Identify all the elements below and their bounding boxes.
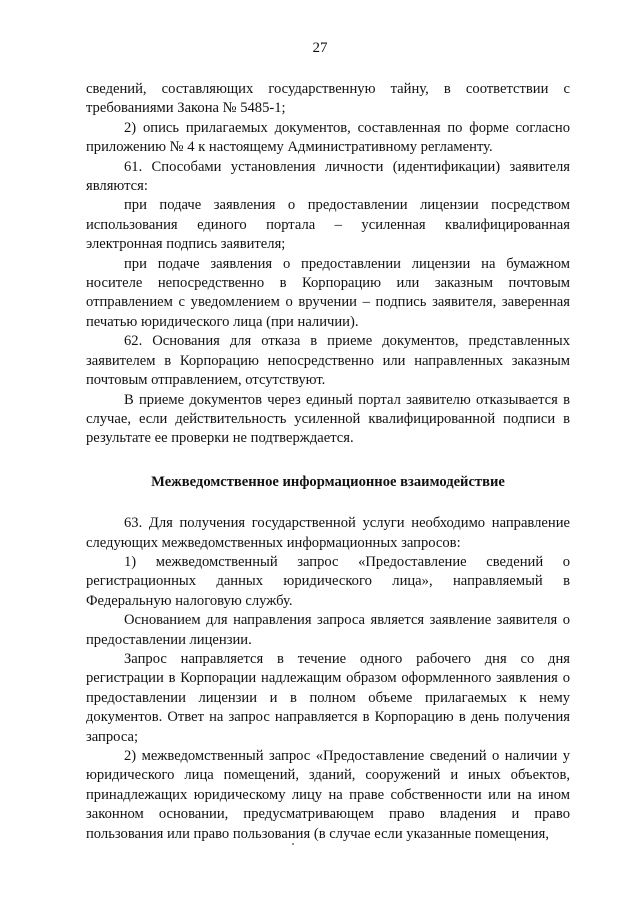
paragraph-63-request-1: 1) межведомственный запрос «Предоставление сведений о регистрационных данных юридического лица», направляемый в Федеральную налоговую службу. <box>86 553 570 609</box>
paragraph-item-2: 2) опись прилагаемых документов, составленная по форме согласно приложению № 4 к настоящему Административному регламенту. <box>86 119 570 156</box>
paragraph-63: 63. Для получения государственной услуги необходимо направление следующих межведомственных информационных запросов: <box>86 515 570 551</box>
paragraph-continuation: сведений, составляющих государственную тайну, в соответствии с требованиями Закона № 5485-1; <box>86 81 570 117</box>
paragraph-62: 62. Основания для отказа в приеме документов, представленных заявителем в Корпорацию непосредственно или направленных заказным почтовым отправлением, отсутствуют. <box>86 333 570 389</box>
paragraph-61-portal: при подаче заявления о предоставлении лицензии посредством использования единого портала – усиленная квалифицированная электронная подпись заявителя; <box>86 197 570 253</box>
paragraph-61: 61. Способами установления личности (идентификации) заявителя являются: <box>86 158 570 195</box>
paragraph-61-paper: при подаче заявления о предоставлении лицензии на бумажном носителе непосредственно в Корпорацию или заказным почтовым отправлением с уведомлением о вручении – подпись заявителя, заверенная печатью юридического лица (при наличии). <box>86 255 570 330</box>
paragraph-62-portal: В приеме документов через единый портал заявителю отказывается в случае, если действительность усиленной квалифицированной подписи в результате ее проверки не подтверждается. <box>86 391 570 447</box>
scan-speck <box>292 843 294 845</box>
section-heading: Межведомственное информационное взаимодействие <box>151 473 505 490</box>
paragraph-63-basis: Основанием для направления запроса является заявление заявителя о предоставлении лицензии. <box>86 612 570 648</box>
paragraph-63-timing: Запрос направляется в течение одного рабочего дня со дня регистрации в Корпорации надлежащим образом оформленного заявления о предоставлении лицензии и в полном объеме прилагаемых к нему документов. Ответ на запрос направляется в Корпорацию в день получения запроса; <box>86 650 570 745</box>
document-body <box>86 80 570 844</box>
page-number: 27 <box>312 40 328 56</box>
paragraph-63-request-2: 2) межведомственный запрос «Предоставление сведений о наличии у юридического лица помещений, зданий, сооружений и иных объектов, принадлежащих юридическому лицу на праве собственности или на ином законном основании, предусматривающем право владения и право пользования или право пользования (в случае если указанные помещения, <box>86 748 570 842</box>
